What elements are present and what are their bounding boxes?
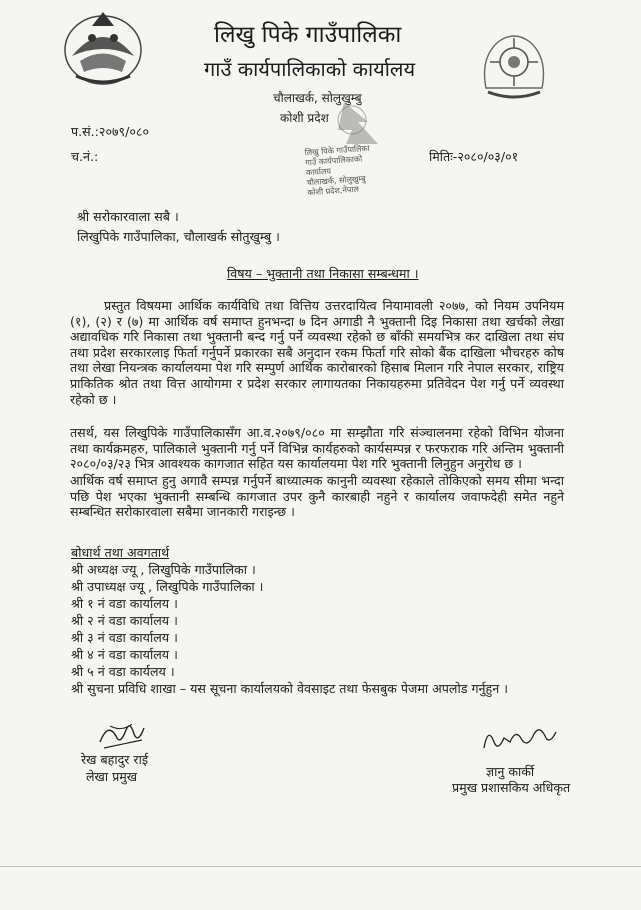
left-signatory-title: लेखा प्रमुख bbox=[86, 769, 138, 784]
reference-number: प.सं.:२०७९/०८० bbox=[71, 124, 150, 139]
page-divider bbox=[0, 866, 641, 867]
body-paragraph-3: आर्थिक वर्ष समाप्त हुनु अगावै सम्पन्न गर्नुपर्ने बाध्यात्मक कानुनी व्यवस्था रहेकाले तोकिएको समय सीमा भन्दा पछि पेश भएका भुक्तानी सम्बन्धि कागजात उपर कुनै कारबाही नहुने र कार्यालय जवाफदेही समेत नहुने सम्बन्धित सरोकारवाला सबैमा जानकारी गराइन्छ । bbox=[70, 473, 564, 520]
right-signature bbox=[476, 718, 560, 758]
left-signatory-name: रेख बहादुर राई bbox=[81, 752, 149, 767]
cc-item: श्री अध्यक्ष ज्यू , लिखुपिके गाउँपालिका । bbox=[71, 562, 256, 577]
cc-item: श्री सुचना प्रविधि शाखा – यस सूचना कार्यालयको वेवसाइट तथा फेसबुक पेजमा अपलोड गर्नुहुन । bbox=[71, 681, 508, 696]
cc-item: श्री ५ नं वडा कार्यलय । bbox=[71, 664, 175, 679]
office-title: लिखु पिके गाउँपालिका bbox=[214, 22, 402, 48]
recipient-line-1: श्री सरोकारवाला सबै । bbox=[77, 209, 179, 224]
left-signature bbox=[94, 716, 150, 754]
right-signatory-title: प्रमुख प्रशासकिय अधिकृत bbox=[452, 780, 571, 795]
cc-item: श्री २ नं वडा कार्यालय । bbox=[71, 613, 178, 628]
letter-date: मितिः-२०८०/०३/०१ bbox=[429, 149, 519, 164]
office-address: चौलाखर्क, सोलुखुम्बु bbox=[273, 91, 362, 105]
nepal-emblem-logo bbox=[62, 6, 144, 88]
cc-heading: बोधार्थ तथा अवगतार्थ bbox=[71, 545, 170, 560]
cc-item: श्री ३ नं वडा कार्यालय । bbox=[71, 630, 178, 645]
municipality-logo bbox=[474, 28, 554, 104]
subject-line: विषय – भुक्तानी तथा निकासा सम्बन्धमा । bbox=[227, 266, 419, 281]
office-province: कोशी प्रदेश bbox=[280, 111, 329, 125]
body-paragraph-2: तसर्थ, यस लिखुपिके गाउँपालिकासँग आ.व.२०७९/०८० मा सम्झौता गरि संञ्चालनमा रहेको विभिन योजना तथा कार्यक्रमहरु, पालिकाले भुक्तानी गर्नु पर्ने विभिन्न कार्यहरुको कार्यसम्पन्न र फरफराक गरि अन्तिम भुक्तानी २०८०/०३/२३ भित्र आवश्यक कागजात सहित यस कार्यालयमा पेश गरि भुक्तानी लिनुहुन अनुरोध छ । bbox=[70, 425, 564, 472]
cc-list bbox=[71, 561, 508, 697]
right-signatory-name: ज्ञानु कार्की bbox=[486, 764, 535, 779]
cc-item: श्री १ नं वडा कार्यालय । bbox=[71, 596, 178, 611]
recipient-line-2: लिखुपिके गाउँपालिका, चौलाखर्क सोतुखुम्बु । bbox=[77, 229, 280, 244]
cc-item: श्री ४ नं वडा कार्यालय । bbox=[71, 647, 178, 662]
office-subtitle: गाउँ कार्यपालिकाको कार्यालय bbox=[204, 57, 416, 81]
cc-item: श्री उपाध्यक्ष ज्यू , लिखुपिके गाउँपालिका । bbox=[71, 579, 264, 594]
dispatch-number: च.नं.: bbox=[71, 149, 99, 164]
body-paragraph-1: प्रस्तुत विषयमा आर्थिक कार्यविधि तथा वित्तिय उत्तरदायित्व नियामावली २०७७, को नियम उपनियम (१), (२) र (७) मा आर्थिक वर्ष समाप्त हुनभन्दा ७ दिन अगाडी नै भुक्तानी दिइ निकासा तथा खर्चको लेखा अद्यावधिक गरि निकासा तथा भुक्तानी बन्द गर्नु पर्ने व्यवस्था रहेको छ बाँकी समयभित्र कर दाखिला तथा संघ तथा प्रदेश सरकारलाइ फिर्ता गर्नुपर्ने प्रकारका सबै अनुदान रकम फिर्ता गरि सोको बैंक दाखिला भौचरहरु कोष तथा लेखा नियन्त्रक कार्यालयमा पेश गरि सम्पुर्ण आर्थिक कारोबारको हिसाब मिलान गरि नेपाल सरकार, राष्ट्रिय प्राकितिक श्रोत तथा वित्त आयोगमा र प्रदेश सरकार लागायतका निकायहरुमा प्रतिवेदन पेश गर्नु पर्ने व्यवस्था रहेको छ । bbox=[70, 298, 564, 407]
stamp-text: लिखु पिके गाउँपालिका गाउँ कार्यपालिकाको कार्यालय चौलाखर्क, सोलुखुम्बु कोशी प्रदेश,नेपाल bbox=[304, 143, 370, 198]
